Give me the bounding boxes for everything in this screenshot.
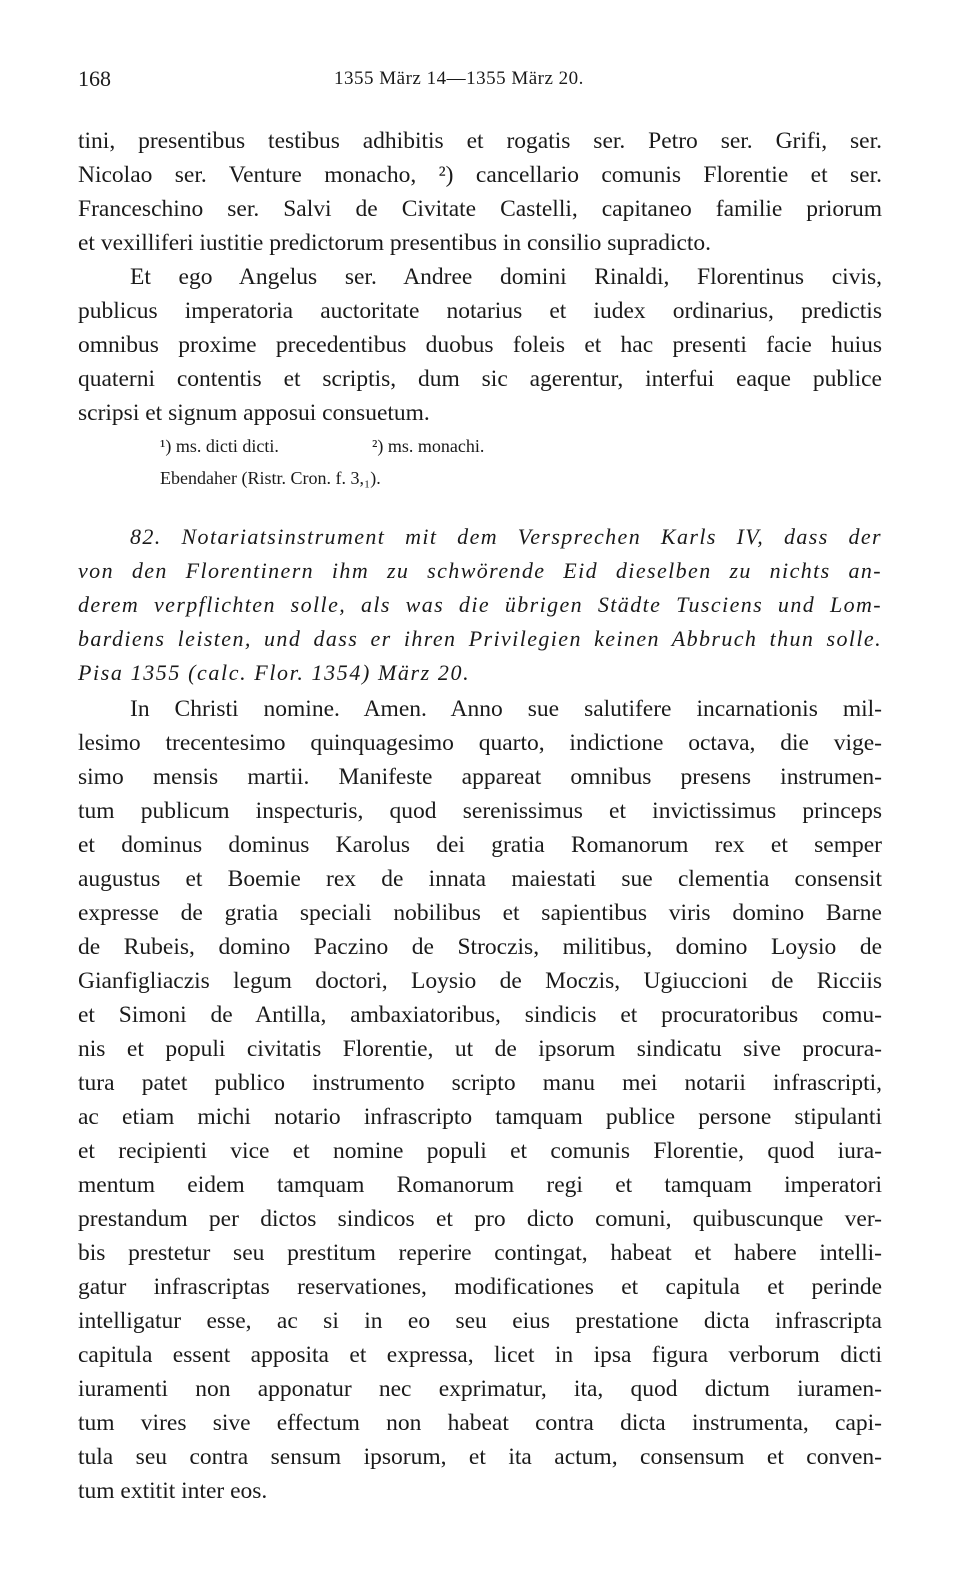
text-line: capitula essent apposita et expressa, licet in ipsa figura verborum dicti [78, 1342, 882, 1368]
text-line: publicus imperatoria auctoritate notarius et iudex ordinarius, predictis [78, 298, 882, 324]
text-line: tum publicum inspecturis, quod serenissimus et invictissimus princeps [78, 798, 882, 824]
source-note: Ebendaher (Ristr. Cron. f. 3,₁). [160, 468, 381, 488]
page-header [78, 66, 882, 96]
heading-line: 82. Notariatsinstrument mit dem Versprechen Karls IV, dass der [130, 524, 882, 549]
text-line: et vexilliferi iustitie predictorum presentibus in consilio supradicto. [78, 230, 712, 256]
text-line: et dominus dominus Karolus dei gratia Romanorum rex et semper [78, 832, 882, 858]
running-head: 1355 März 14—1355 März 20. [334, 68, 584, 89]
text-line: tini, presentibus testibus adhibitis et rogatis ser. Petro ser. Grifi, ser. [78, 128, 882, 154]
heading-line: bardiens leisten, und dass er ihren Privilegien keinen Abbruch thun solle. [78, 626, 882, 651]
text-line: Franceschino ser. Salvi de Civitate Castelli, capitaneo familie priorum [78, 196, 882, 222]
text-line: bis prestetur seu prestitum reperire contingat, habeat et habere intelli- [78, 1240, 882, 1266]
text-line: omnibus proxime precedentibus duobus foleis et hac presenti facie huius [78, 332, 882, 358]
heading-line: von den Florentinern ihm zu schwörende Eid dieselben zu nichts an- [78, 558, 882, 583]
text-line: quaterni contentis et scriptis, dum sic agerentur, interfui eaque publice [78, 366, 882, 392]
text-line: et Simoni de Antilla, ambaxiatoribus, sindicis et procuratoribus comu- [78, 1002, 882, 1028]
text-line: de Rubeis, domino Paczino de Stroczis, militibus, domino Loysio de [78, 934, 882, 960]
text-line: prestandum per dictos sindicos et pro dicto comuni, quibuscunque ver- [78, 1206, 882, 1232]
text-line: tum extitit inter eos. [78, 1478, 268, 1504]
text-line: tura patet publico instrumento scripto manu mei notarii infrascripti, [78, 1070, 882, 1096]
text-line: scripsi et signum apposui consuetum. [78, 400, 430, 426]
heading-line: derem verpflichten solle, als was die übrigen Städte Tusciens und Lom- [78, 592, 882, 617]
text-line: mentum eidem tamquam Romanorum regi et tamquam imperatori [78, 1172, 882, 1198]
text-line: Nicolao ser. Venture monacho, ²) cancellario comunis Florentie et ser. [78, 162, 882, 188]
text-line: intelligatur esse, ac si in eo seu eius prestatione dicta infrascripta [78, 1308, 882, 1334]
text-line: tula seu contra sensum ipsorum, et ita actum, consensum et conven- [78, 1444, 882, 1470]
text-line: simo mensis martii. Manifeste appareat omnibus presens instrumen- [78, 764, 882, 790]
text-line: gatur infrascriptas reservationes, modificationes et capitula et perinde [78, 1274, 882, 1300]
footnote-1: ¹) ms. dicti dicti. [160, 436, 279, 456]
heading-date-line: Pisa 1355 (calc. Flor. 1354) März 20. [78, 660, 471, 685]
text-line: tum vires sive effectum non habeat contra dicta instrumenta, capi- [78, 1410, 882, 1436]
text-line: lesimo trecentesimo quinquagesimo quarto, indictione octava, die vige- [78, 730, 882, 756]
text-line: In Christi nomine. Amen. Anno sue salutifere incarnationis mil- [130, 696, 882, 722]
text-line: ac etiam michi notario infrascripto tamquam publice persone stipulanti [78, 1104, 882, 1130]
page-number: 168 [78, 66, 111, 91]
footnote-2: ²) ms. monachi. [372, 436, 485, 456]
text-line: Et ego Angelus ser. Andree domini Rinaldi, Florentinus civis, [130, 264, 882, 290]
text-line: et recipienti vice et nomine populi et comunis Florentie, quod iura- [78, 1138, 882, 1164]
text-line: iuramenti non apponatur nec exprimatur, ita, quod dictum iuramen- [78, 1376, 882, 1402]
text-line: expresse de gratia speciali nobilibus et sapientibus viris domino Barne [78, 900, 882, 926]
text-line: augustus et Boemie rex de innata maiestati sue clementia consensit [78, 866, 882, 892]
text-line: nis et populi civitatis Florentie, ut de ipsorum sindicatu sive procura- [78, 1036, 882, 1062]
text-line: Gianfigliaczis legum doctori, Loysio de Moczis, Ugiuccioni de Ricciis [78, 968, 882, 994]
